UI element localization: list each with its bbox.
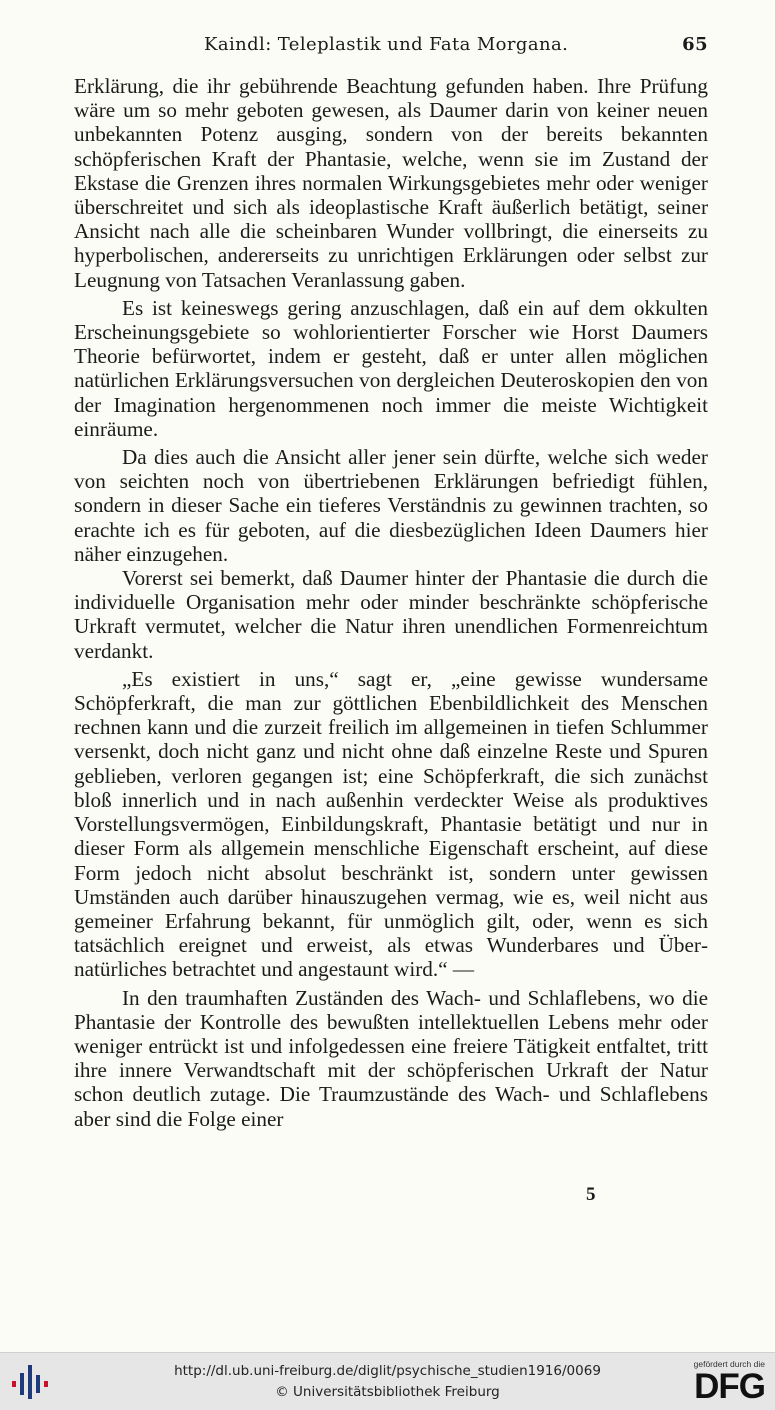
paragraph-3: Da dies auch die Ansicht aller jener sein dürfte, welche sich weder von seichten noch von übertriebenen Erklärungen befriedigt fühlen, sondern in dieser Sache ein tieferes Verständnis zu gewinnen trachten, so erachte ich es für geboten, auf die diesbezüglichen Ideen Daumers hier näher einzugehen. bbox=[74, 445, 708, 566]
paragraph-5: „Es existiert in uns,“ sagt er, „eine gewisse wundersame Schöpferkraft, die man zur göttlichen Ebenbildlichkeit des Menschen rechnen kann und die zurzeit freilich im allgemeinen in tiefen Schlummer versenkt, doch nicht ganz und nicht ohne daß einzelne Reste und Spuren geblieben, verloren gegangen ist; eine Schöpferkraft, die sich zunächst bloß innerlich und in nach außenhin verdeckter Weise als produktives Vorstellungsvermögen, Einbildungskraft, Phantasie betätigt und nur in dieser Form als allgemein menschliche Eigenschaft erscheint, auf diese Form jedoch nicht absolut beschränkt ist, sondern unter gewissen Umständen auch darüber hinauszugehen vermag, wie es, weil nicht aus gemeiner Erfahrung bekannt, für unmöglich gilt, oder, wenn es sich tatsächlich ereignet und erweist, als etwas Wunderbares und Übernatürliches betrachtet und angestaunt wird.“ — bbox=[74, 666, 708, 982]
paragraph-4: Vorerst sei bemerkt, daß Daumer hinter der Phantasie die durch die individuelle Organisation mehr oder minder beschränkte schöpferische Urkraft vermutet, welcher die Natur ihren unendlichen Formenreichtum verdankt. bbox=[74, 566, 708, 663]
page-number: 65 bbox=[682, 34, 708, 55]
source-url-link[interactable]: http://dl.ub.uni-freiburg.de/diglit/psychische_studien1916/0069 bbox=[174, 1363, 601, 1379]
paragraph-2: Es ist keineswegs gering anzuschlagen, daß ein auf dem okkulten Erscheinungsgebiete so wohlorientierter Forscher wie Horst Daumers Theorie befürwortet, indem er gesteht, daß er unter allen möglichen natürlichen Erklärungsversuchen von dergleichen Deuteroskopien den von der Imagination hergenommenen noch immer die meiste Wichtigkeit einräume. bbox=[74, 295, 708, 441]
running-head-title: Kaindl: Teleplastik und Fata Morgana. bbox=[204, 34, 569, 55]
body-text bbox=[74, 74, 708, 1131]
copyright-text: © Universitätsbibliothek Freiburg bbox=[275, 1384, 500, 1400]
dfg-caption: gefördert durch die bbox=[693, 1359, 765, 1369]
signature-mark: 5 bbox=[586, 1184, 596, 1205]
paragraph-1: Erklärung, die ihr gebührende Beachtung gefunden haben. Ihre Prüfung wäre um so mehr geboten gewesen, als Daumer darin von keiner neuen unbekannten Potenz ausging, sondern von der bereits bekannten schöpferischen Kraft der Phantasie, welche, wenn sie im Zustand der Ekstase die Grenzen ihres normalen Wirkungsgebietes mehr oder weniger überschreitet und sich als ideoplastische Kraft äußerlich betätigt, seiner Ansicht nach alle die scheinbaren Wunder vollbringt, die einerseits zu hyperbolischen, andererseits zu unrichtigen Erklärungen oder selbst zur Leugnung von Tatsachen Veranlassung gaben. bbox=[74, 74, 708, 292]
paragraph-6: In den traumhaften Zuständen des Wach- und Schlaflebens, wo die Phantasie der Kontrolle des bewußten intellektuellen Lebens mehr oder weniger entrückt ist und infolgedessen eine freiere Tätigkeit entfaltet, tritt ihre innere Verwandtschaft mit der schöpferischen Urkraft der Natur schon deutlich zutage. Die Traumzustände des Wach- und Schlaflebens aber sind die Folge einer bbox=[74, 985, 708, 1131]
running-head bbox=[74, 34, 714, 60]
viewer-footer bbox=[0, 1352, 775, 1410]
dfg-logo: DFG bbox=[694, 1367, 765, 1406]
